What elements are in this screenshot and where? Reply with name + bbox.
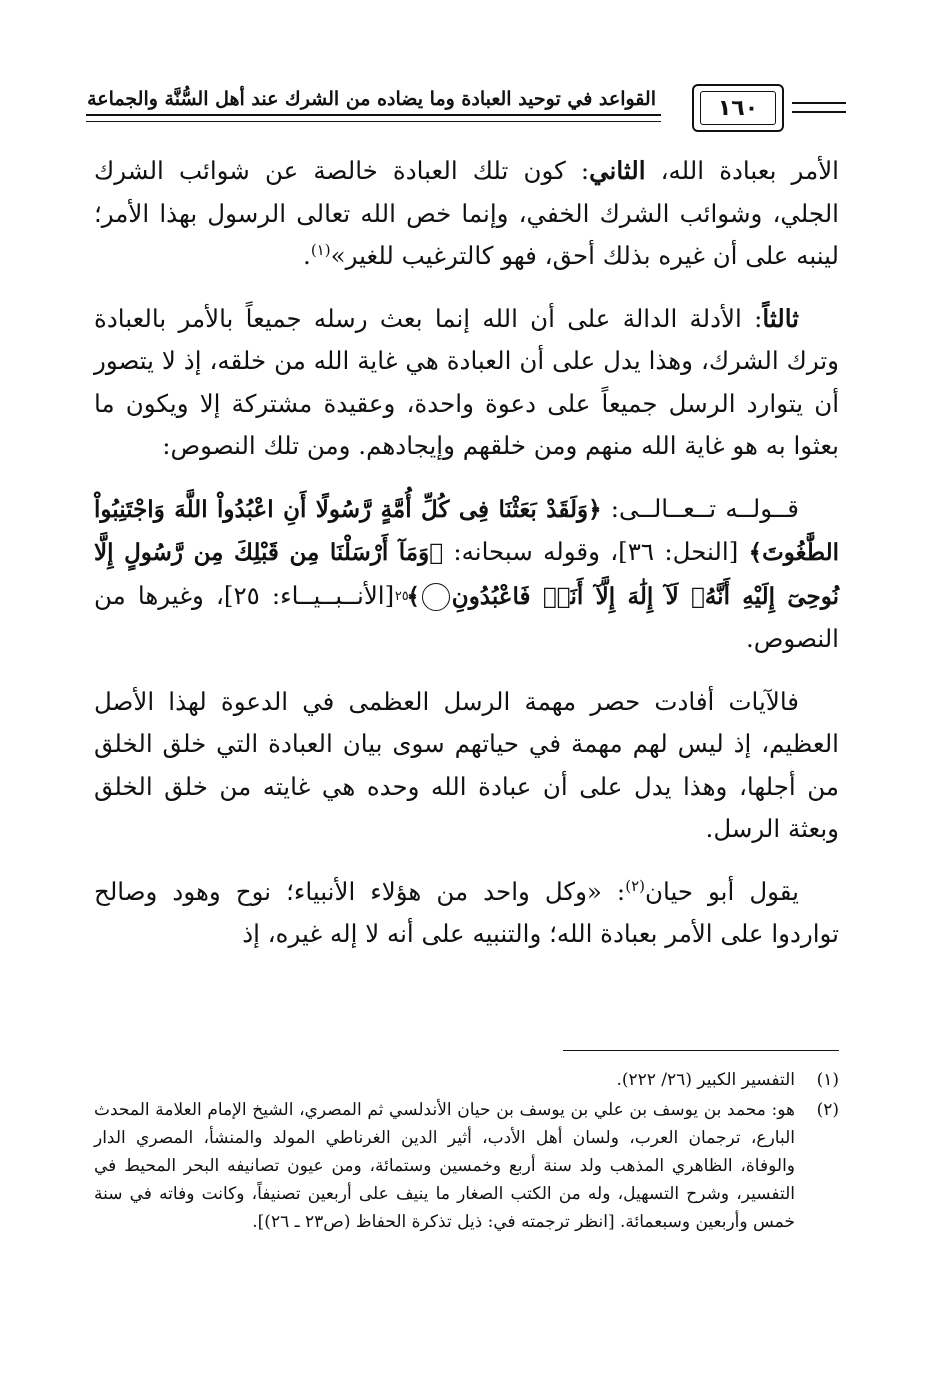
paragraph-5-text: : «وكل واحد من هؤلاء الأنبياء؛ نوح وهود وصالح تواردوا على الأمر بعبادة الله؛ والتنبيه على أنه لا إله غيره، إذ	[94, 876, 839, 948]
running-header-title: القواعد في توحيد العبادة وما يضاده من الشرك عند أهل السُّنَّة والجماعة	[87, 88, 656, 110]
paragraph-1-end: .	[303, 241, 311, 270]
paragraph-5-start: يقول أبو حيان	[644, 876, 799, 906]
quran-verse-2: ﴿وَمَآ أَرْسَلْنَا مِن قَبْلِكَ مِن رَّسُولٍ إِلَّا نُوحِىٓ إِلَيْهِ أَنَّهُۥ لَآ إِلَٰهَ إِلَّآ أَنَا۠ فَاعْبُدُونِ	[94, 539, 839, 610]
paragraph-1-start: الأمر بعبادة الله،	[660, 156, 839, 185]
paragraph-4: فالآيات أفادت حصر مهمة الرسل العظمى في الدعوة لهذا الأصل العظيم، إذ ليس لهم مهمة في حياتهم سوى بيان العبادة التي خلق الخلق من أجلها، وهذا يدل على أن عبادة الله وحده هي غايته من خلق الخلق وبعثة الرسل.	[94, 686, 839, 843]
keyword-third: ثالثاً	[762, 303, 799, 333]
header-dash-top	[792, 102, 846, 104]
header-dash-bottom	[792, 111, 846, 113]
footnote-1	[94, 1066, 839, 1094]
ayah-number-icon: ٢٥	[422, 583, 450, 611]
footnotes	[94, 1066, 839, 1238]
running-header	[86, 84, 846, 140]
footnote-1-number: (١)	[816, 1070, 839, 1090]
paragraph-1-text: : كون تلك العبادة خالصة عن شوائب الشرك الجلي، وشوائب الشرك الخفي، وإنما خص الله تعالى الرسول بهذا الأمر؛ لينبه على أن غيره بذلك أحق، فهو كالترغيب للغير»	[94, 156, 839, 270]
page-number: ١٦٠	[700, 91, 776, 125]
paragraph-3-intro: قــولــه تــعــالــى:	[610, 493, 799, 523]
paragraph-2	[94, 298, 839, 468]
verse-ref-2: [الأنــبــيــاء: ٢٥]، وغيرها من النصوص.	[94, 580, 839, 653]
paragraph-1	[94, 150, 839, 278]
quran-verse-1: ﴿وَلَقَدْ بَعَثْنَا فِى كُلِّ أُمَّةٍ رَّسُولًا أَنِ اعْبُدُواْ اللَّهَ وَاجْتَنِبُواْ الطَّٰغُوتَ﴾	[94, 495, 839, 566]
paragraph-5	[94, 871, 839, 956]
paragraph-2-text: : الأدلة الدالة على أن الله إنما بعث رسله جميعاً بالأمر بالعبادة وترك الشرك، وهذا يدل على أن العبادة هي غاية الله من خلقه، إذ لا يتصور أن يتوارد الرسل جميعاً على دعوة واحدة، وعقيدة مشتركة إلا ويكون ما بعثوا به هو غاية الله منهم ومن خلقهم وإيجادهم. ومن تلك النصوص:	[94, 303, 839, 460]
footnote-ref-1[interactable]: (١)	[310, 240, 331, 259]
header-rule-thick	[86, 114, 661, 116]
footnote-2	[94, 1096, 839, 1236]
main-text	[94, 150, 839, 956]
footnote-2-text: هو: محمد بن يوسف بن علي بن يوسف بن حيان الأندلسي ثم المصري، الشيخ الإمام العلامة المحدث البارع، ترجمان العرب، ولسان أهل الأدب، أثير الدين الغرناطي المولد والمنشأ، المصري الدار والوفاة، الظاهري المذهب ولد سنة أربع وخمسين وستمائة، ومن عيون تصانيفه البحر المحيط في التفسير، وشرح التسهيل، وله من الكتب الصغار ما ينيف على أربعين تصنيفاً، وكانت وفاته في سنة خمس وأربعين وسبعمائة. [انظر ترجمته في: ذيل تذكرة الحفاظ (ص٢٣ ـ ٢٦)].	[94, 1100, 795, 1232]
header-rule-thin	[86, 121, 661, 122]
footnote-separator	[563, 1050, 839, 1051]
quran-verse-2-end: ﴾	[406, 582, 420, 610]
verse-ref-1: [النحل: ٣٦]، وقوله سبحانه:	[453, 537, 739, 566]
page-number-frame	[692, 84, 784, 132]
keyword-second: الثاني	[589, 156, 646, 185]
footnote-ref-2[interactable]: (٢)	[625, 876, 645, 895]
footnote-1-text: التفسير الكبير (٢٦/ ٢٢٢).	[616, 1070, 795, 1090]
footnote-2-number: (٢)	[816, 1100, 839, 1120]
paragraph-3	[94, 488, 839, 661]
